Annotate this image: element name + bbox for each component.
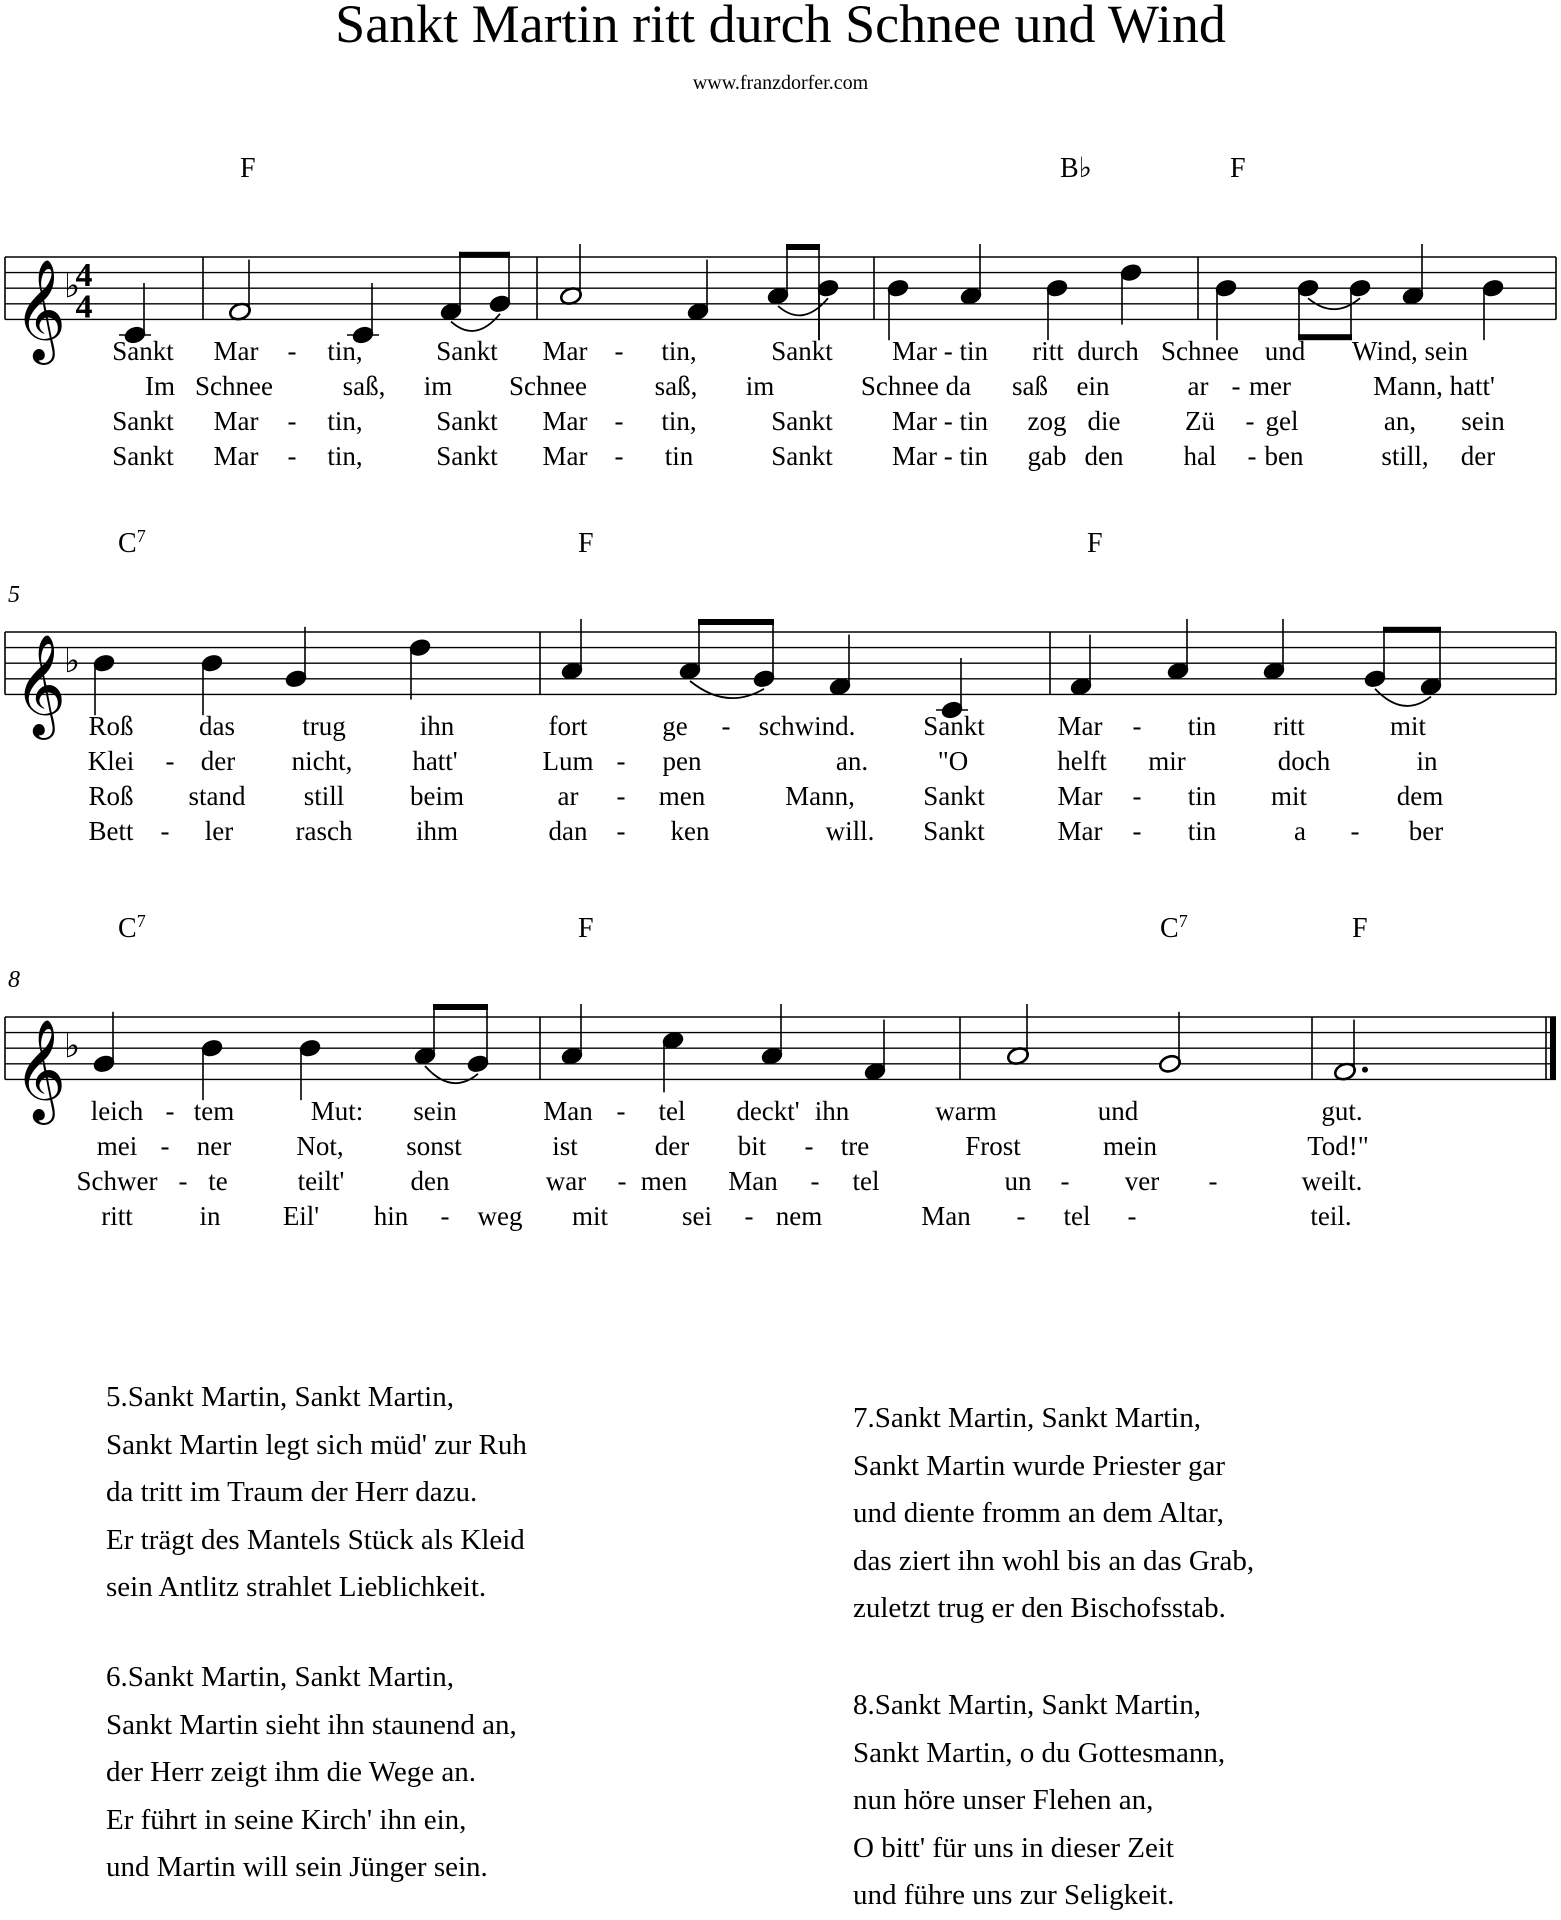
verse-line: der Herr zeigt ihm die Wege an.	[106, 1756, 476, 1788]
beam	[1383, 627, 1441, 633]
lyric-syllable: rasch	[295, 816, 353, 846]
lyric-syllable: Mar - tin	[892, 336, 988, 366]
lyric-syllable: in	[1416, 746, 1438, 776]
lyric-syllable: das	[199, 711, 235, 741]
lyric-syllable: der	[200, 746, 236, 776]
lyric-syllable: Mar	[213, 336, 259, 366]
lyric-syllable: tel	[658, 1096, 686, 1126]
verse-line: 7.Sankt Martin, Sankt Martin,	[853, 1402, 1201, 1434]
lyric-syllable: -	[616, 1096, 626, 1126]
lyric-syllable: -	[744, 1201, 754, 1231]
lyric-syllable: ner	[196, 1131, 232, 1161]
lyric-syllable: Sankt	[923, 781, 985, 811]
lyric-syllable: -	[1060, 1166, 1070, 1196]
song-title: Sankt Martin ritt durch Schnee und Wind	[335, 0, 1226, 54]
lyric-syllable: hin	[373, 1201, 409, 1231]
lyric-syllable: -	[165, 746, 175, 776]
lyric-syllable: saß,	[654, 371, 698, 401]
lyric-syllable: tin,	[661, 336, 697, 366]
verse-line: O bitt' für uns in dieser Zeit	[853, 1831, 1174, 1864]
verse-line: sein Antlitz strahlet Lieblichkeit.	[106, 1571, 487, 1603]
lyric-syllable: -	[1350, 816, 1360, 846]
lyric-syllable: -	[1127, 1201, 1137, 1231]
lyric-syllable: tel	[1063, 1201, 1091, 1231]
lyric-syllable: -	[810, 1166, 820, 1196]
lyric-syllable: trug	[302, 711, 346, 741]
beam	[433, 1004, 488, 1010]
lyric-syllable: doch	[1277, 746, 1331, 776]
lyric-syllable: Sankt	[771, 336, 833, 366]
lyric-syllable: -	[287, 406, 297, 436]
time-signature-top: 4	[75, 257, 93, 295]
lyric-syllable: mit	[1270, 781, 1308, 811]
verse-line: Sankt Martin wurde Priester gar	[853, 1449, 1226, 1482]
lyric-syllable: Schnee	[195, 371, 273, 401]
lyric-syllable: sein	[1461, 406, 1505, 436]
lyric-syllable: weilt.	[1301, 1166, 1363, 1196]
verse-line: und Martin will sein Jünger sein.	[106, 1851, 488, 1883]
lyric-syllable: Mann,	[785, 781, 855, 811]
lyric-syllable: tin,	[327, 406, 363, 436]
lyric-syllable: Sankt	[436, 336, 498, 366]
lyric-syllable: nem	[775, 1201, 823, 1231]
lyric-syllable: saß	[1012, 371, 1048, 401]
flat-icon: ♭	[64, 1026, 81, 1067]
lyric-syllable: schwind.	[758, 711, 856, 741]
lyric-syllable: Lum	[542, 746, 594, 776]
lyric-syllable: tin	[1187, 711, 1217, 741]
verse-line: da tritt im Traum der Herr dazu.	[106, 1476, 478, 1508]
lyric-syllable: helft	[1057, 746, 1107, 776]
verse-line: Sankt Martin sieht ihn staunend an,	[106, 1708, 517, 1741]
lyric-syllable: Man	[728, 1166, 778, 1196]
lyric-syllable: Schnee	[509, 371, 587, 401]
lyric-syllable: will.	[825, 816, 875, 846]
verse-7	[853, 1395, 1254, 1633]
lyric-syllable: tin,	[327, 336, 363, 366]
lyric-syllable: -	[1231, 371, 1241, 401]
lyric-syllable: Frost	[965, 1131, 1021, 1161]
lyric-syllable: mit	[1389, 711, 1427, 741]
verse-line: und führe uns zur Seligkeit.	[853, 1879, 1175, 1911]
lyric-syllable: -	[1208, 1166, 1218, 1196]
lyric-syllable: -	[1247, 441, 1257, 471]
lyric-syllable: mein	[1103, 1131, 1157, 1161]
lyric-syllable: Klei	[87, 746, 135, 776]
lyric-syllable: teil.	[1310, 1201, 1352, 1231]
lyric-syllable: sei	[682, 1201, 712, 1231]
verse-line: 5.Sankt Martin, Sankt Martin,	[106, 1381, 454, 1413]
treble-clef-icon: 𝄞	[14, 1017, 67, 1121]
lyric-syllable: bit	[737, 1131, 767, 1161]
lyric-syllable: tem	[193, 1096, 235, 1126]
lyric-syllable: an,	[1383, 406, 1417, 436]
lyric-syllable: der	[654, 1131, 690, 1161]
final-barline-thick	[1550, 1017, 1556, 1079]
lyric-syllable: hatt'	[412, 746, 458, 776]
lyric-syllable: Zü	[1185, 406, 1215, 436]
lyric-syllable: tin	[1187, 781, 1217, 811]
lyric-syllable: Mann, hatt'	[1373, 371, 1495, 401]
lyric-syllable: und	[1264, 336, 1306, 366]
verse-line: Sankt Martin legt sich müd' zur Ruh	[106, 1428, 527, 1461]
treble-clef-icon: 𝄞	[14, 632, 67, 736]
lyric-syllable: ritt	[1032, 336, 1064, 366]
lyric-syllable: leich	[90, 1096, 144, 1126]
lyric-syllable: den	[1084, 441, 1124, 471]
lyric-syllable: dan	[548, 816, 588, 846]
lyric-syllable: weg	[477, 1201, 523, 1231]
lyric-syllable: ken	[670, 816, 710, 846]
lyric-syllable: still,	[1381, 441, 1429, 471]
verse-line: 6.Sankt Martin, Sankt Martin,	[106, 1661, 454, 1693]
lyric-syllable: -	[1132, 711, 1142, 741]
lyric-syllable: tin,	[661, 406, 697, 436]
lyric-syllable: Mar	[542, 441, 588, 471]
verse-line: Sankt Martin, o du Gottesmann,	[853, 1736, 1226, 1769]
verse-line: und diente fromm an dem Altar,	[853, 1497, 1224, 1529]
verse-line: das ziert ihn wohl bis an das Grab,	[853, 1544, 1255, 1577]
lyric-syllable: beim	[410, 781, 464, 811]
lyric-syllable: Mar	[1057, 711, 1103, 741]
beam	[698, 619, 774, 625]
lyric-syllable: Mar	[213, 406, 259, 436]
chord-symbol: B♭	[1060, 153, 1092, 184]
verse-line: zuletzt trug er den Bischofsstab.	[853, 1592, 1226, 1624]
chord-symbol: $C^7$	[118, 911, 146, 944]
measure-number: 8	[8, 967, 20, 993]
lyric-syllable: -	[614, 336, 624, 366]
time-signature-bottom: 4	[75, 288, 93, 326]
lyric-syllable: -	[616, 781, 626, 811]
note-dot	[1362, 1067, 1368, 1073]
lyric-syllable: -	[1245, 406, 1255, 436]
lyric-syllable: Im	[145, 371, 175, 401]
lyric-syllable: Sankt	[771, 406, 833, 436]
lyric-syllable: ein	[1076, 371, 1110, 401]
source-url: www.franzdorfer.com	[692, 72, 869, 94]
lyric-syllable: -	[614, 441, 624, 471]
lyric-syllable: ihm	[415, 816, 459, 846]
lyric-syllable: tin	[664, 441, 694, 471]
lyric-syllable: sonst	[406, 1131, 462, 1161]
lyric-syllable: Mar	[1057, 781, 1103, 811]
measure-number: 5	[8, 582, 20, 608]
lyric-syllable: Mar	[542, 406, 588, 436]
slur	[778, 298, 828, 315]
chord-symbol: $C^7$	[1160, 911, 1188, 944]
lyric-syllable: gut.	[1321, 1096, 1363, 1126]
verse-line: nun höre unser Flehen an,	[853, 1784, 1154, 1816]
lyric-syllable: mir	[1148, 746, 1186, 776]
lyric-syllable: gab	[1027, 441, 1067, 471]
lyric-syllable: Mut:	[310, 1096, 364, 1126]
slur	[451, 314, 500, 331]
lyric-syllable: Eil'	[282, 1201, 320, 1231]
lyric-syllable: -	[1016, 1201, 1026, 1231]
verse-5	[106, 1374, 527, 1612]
lyric-syllable: Sankt	[436, 406, 498, 436]
lyric-syllable: im	[423, 371, 453, 401]
lyric-syllable: ber	[1408, 816, 1444, 846]
lyric-syllable: Sankt	[771, 441, 833, 471]
slur	[690, 681, 764, 698]
lyric-syllable: te	[208, 1166, 228, 1196]
lyric-syllable: nicht,	[291, 746, 353, 776]
lyric-syllable: an.	[835, 746, 869, 776]
verse-6	[106, 1654, 517, 1892]
lyric-syllable: ihn	[814, 1096, 850, 1126]
lyric-syllable: "O	[937, 746, 969, 776]
lyric-syllable: tel	[852, 1166, 880, 1196]
lyric-syllable: tin	[1187, 816, 1217, 846]
beam	[1298, 334, 1352, 340]
lyric-syllable: Sankt	[923, 711, 985, 741]
lyric-syllable: ihn	[419, 711, 455, 741]
lyric-syllable: un	[1004, 1166, 1032, 1196]
lyric-syllable: ge	[662, 711, 688, 741]
lyric-syllable: der	[1460, 441, 1496, 471]
chord-symbol: $C^7$	[118, 526, 146, 559]
lyric-syllable: Bett	[88, 816, 134, 846]
lyric-syllable: gel	[1265, 406, 1299, 436]
lyric-syllable: Sankt	[112, 441, 174, 471]
lyric-syllable: und	[1097, 1096, 1139, 1126]
lyric-syllable: ler	[204, 816, 234, 846]
lyric-syllable: ar	[1187, 371, 1209, 401]
lyric-syllable: men	[658, 781, 706, 811]
lyric-syllable: -	[616, 816, 626, 846]
lyric-syllable: warm	[935, 1096, 997, 1126]
chord-symbol: F	[1352, 913, 1368, 944]
lyric-syllable: Tod!"	[1307, 1131, 1369, 1161]
lyric-syllable: -	[617, 1166, 627, 1196]
lyric-syllable: stand	[188, 781, 246, 811]
lyric-syllable: zog	[1027, 406, 1067, 436]
verse-line: 8.Sankt Martin, Sankt Martin,	[853, 1689, 1201, 1721]
lyric-syllable: Schnee	[1161, 336, 1239, 366]
verse-line: Er führt in seine Kirch' ihn ein,	[106, 1803, 467, 1836]
lyric-syllable: a	[1294, 816, 1306, 846]
lyric-syllable: fort	[548, 711, 588, 741]
lyric-syllable: ritt	[1273, 711, 1305, 741]
lyric-syllable: ben	[1264, 441, 1304, 471]
lyric-syllable: die	[1087, 406, 1121, 436]
lyric-syllable: -	[614, 406, 624, 436]
lyric-syllable: Sankt	[923, 816, 985, 846]
beam	[786, 244, 820, 250]
lyric-syllable: Man	[543, 1096, 593, 1126]
lyric-syllable: Sankt	[436, 441, 498, 471]
lyric-syllable: Mar - tin	[892, 441, 988, 471]
lyric-syllable: Schwer	[76, 1166, 158, 1196]
lyric-syllable: -	[440, 1201, 450, 1231]
lyric-syllable: -	[287, 336, 297, 366]
lyric-syllable: -	[1132, 816, 1142, 846]
lyric-syllable: im	[745, 371, 775, 401]
flat-icon: ♭	[64, 266, 81, 307]
lyric-syllable: Mar	[1057, 816, 1103, 846]
lyric-syllable: den	[410, 1166, 450, 1196]
verse-line: Er trägt des Mantels Stück als Kleid	[106, 1523, 525, 1556]
chord-symbol: F	[578, 913, 594, 944]
lyric-syllable: -	[1132, 781, 1142, 811]
treble-clef-icon: 𝄞	[14, 257, 67, 361]
lyric-syllable: tre	[840, 1131, 870, 1161]
lyric-syllable: mer	[1249, 371, 1291, 401]
lyric-syllable: saß,	[342, 371, 386, 401]
lyric-syllable: Schnee da	[860, 371, 972, 401]
lyric-syllable: -	[165, 1096, 175, 1126]
lyric-syllable: still	[303, 781, 345, 811]
lyric-syllable: -	[616, 746, 626, 776]
lyric-syllable: Not,	[296, 1131, 344, 1161]
lyric-syllable: men	[640, 1166, 688, 1196]
beam	[459, 252, 510, 258]
lyric-syllable: -	[178, 1166, 188, 1196]
lyric-syllable: Mar - tin	[892, 406, 988, 436]
lyric-syllable: war	[545, 1166, 587, 1196]
lyric-syllable: -	[160, 1131, 170, 1161]
chord-symbol: F	[240, 153, 256, 184]
lyric-syllable: Wind, sein	[1352, 336, 1468, 366]
lyric-syllable: -	[721, 711, 731, 741]
lyric-syllable: pen	[662, 746, 702, 776]
lyric-syllable: durch	[1077, 336, 1139, 366]
lyric-syllable: tin,	[327, 441, 363, 471]
chord-symbol: F	[1087, 528, 1103, 559]
chord-symbol: F	[578, 528, 594, 559]
lyric-syllable: -	[287, 441, 297, 471]
verse-8	[853, 1682, 1225, 1920]
lyric-syllable: in	[199, 1201, 221, 1231]
lyric-syllable: Sankt	[112, 336, 174, 366]
lyric-syllable: teilt'	[297, 1166, 345, 1196]
lyric-syllable: ar	[557, 781, 579, 811]
lyric-syllable: ver	[1124, 1166, 1160, 1196]
lyric-syllable: mit	[571, 1201, 609, 1231]
lyric-syllable: -	[160, 816, 170, 846]
lyric-syllable: Man	[921, 1201, 971, 1231]
lyric-syllable: Mar	[213, 441, 259, 471]
lyric-syllable: -	[804, 1131, 814, 1161]
flat-icon: ♭	[64, 641, 81, 682]
lyric-syllable: Sankt	[112, 406, 174, 436]
lyric-syllable: mei	[96, 1131, 138, 1161]
lyric-syllable: ist	[552, 1131, 578, 1161]
lyric-syllable: hal	[1183, 441, 1217, 471]
lyric-syllable: sein	[413, 1096, 457, 1126]
lyric-syllable: deckt'	[736, 1096, 800, 1126]
lyric-syllable: ritt	[101, 1201, 133, 1231]
chord-symbol: F	[1230, 153, 1246, 184]
lyric-syllable: Mar	[542, 336, 588, 366]
lyric-syllable: dem	[1396, 781, 1444, 811]
lyric-syllable: Roß	[88, 781, 134, 811]
lyric-syllable: Roß	[88, 711, 134, 741]
